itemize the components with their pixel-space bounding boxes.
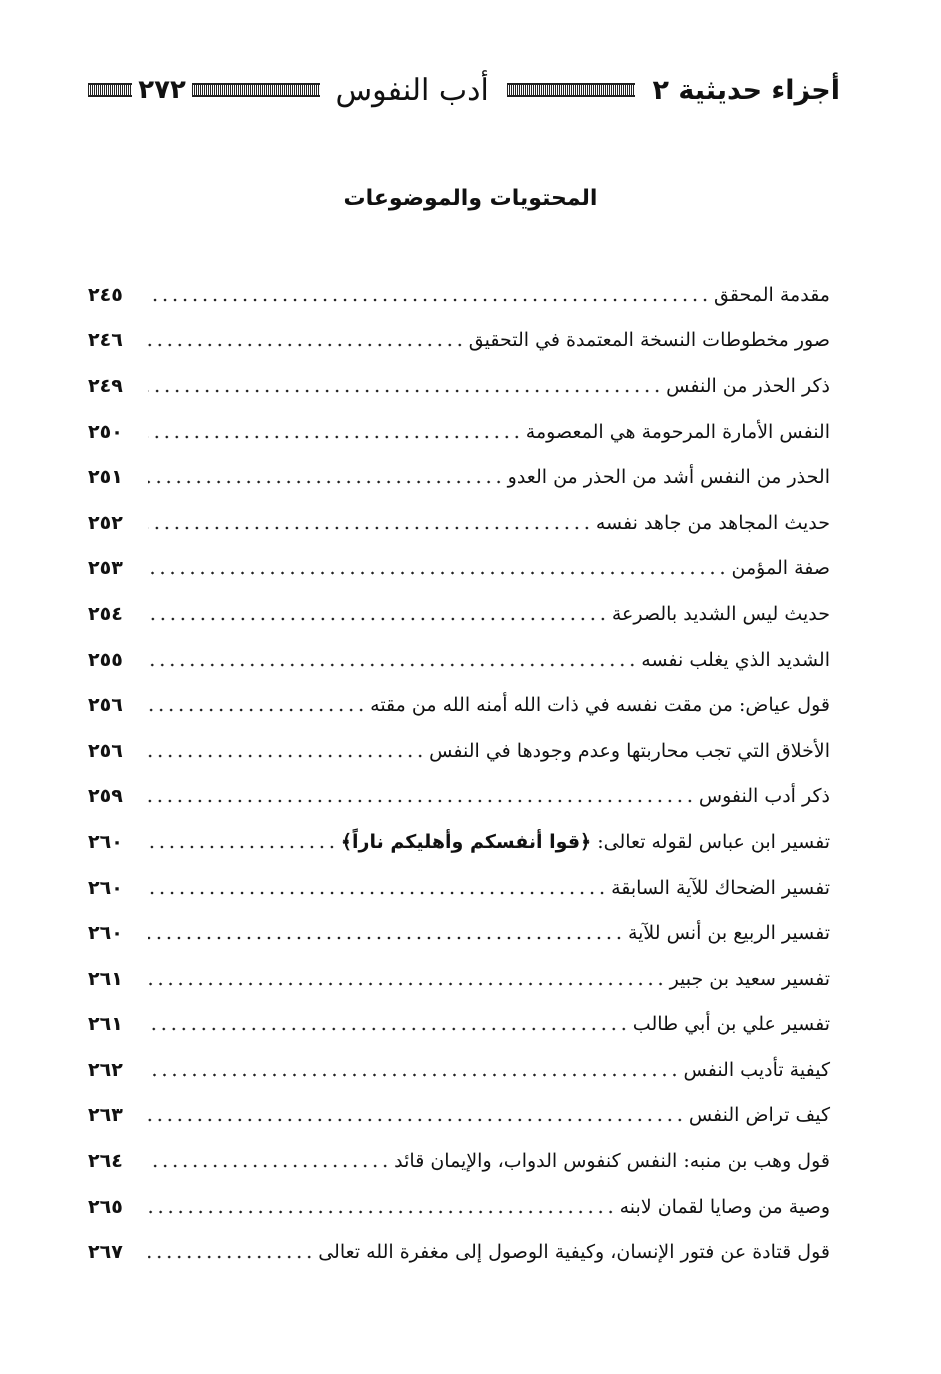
leader-dots xyxy=(148,389,662,393)
toc-entry xyxy=(88,363,830,409)
toc-entry-title: تفسير ابن عباس لقوله تعالى: ﴿قوا أنفسكم وأهليكم ناراً﴾ xyxy=(340,830,830,853)
leader-dots xyxy=(148,1027,629,1031)
leader-dots xyxy=(148,891,607,895)
toc-entry-title: صفة المؤمن xyxy=(731,557,830,580)
toc-entry-title: كيف تراض النفس xyxy=(688,1104,830,1127)
toc-entry xyxy=(88,1093,830,1139)
toc-entry xyxy=(88,500,830,546)
toc-entry xyxy=(88,910,830,956)
toc-entry-page: ٢٥٤ xyxy=(88,602,123,625)
leader-dots xyxy=(148,845,337,849)
toc-entry-title: كيفية تأديب النفس xyxy=(683,1058,830,1081)
leader-dots xyxy=(148,1210,616,1214)
table-of-contents xyxy=(88,272,830,1275)
leader-dots xyxy=(148,982,666,986)
leader-dots xyxy=(148,1118,685,1122)
toc-entry-title: قول قتادة عن فتور الإنسان، وكيفية الوصول إلى مغفرة الله تعالى xyxy=(318,1241,830,1264)
toc-entry xyxy=(88,728,830,774)
toc-entry-title: قول وهب بن منبه: النفس كنفوس الدواب، والإيمان قائد xyxy=(394,1150,830,1173)
leader-dots xyxy=(148,754,425,758)
toc-entry-page: ٢٥٦ xyxy=(88,739,123,762)
toc-entry xyxy=(88,865,830,911)
toc-entry-page: ٢٦٧ xyxy=(88,1241,123,1264)
toc-entry xyxy=(88,682,830,728)
toc-entry xyxy=(88,1138,830,1184)
leader-dots xyxy=(148,799,695,803)
toc-entry-title: مقدمة المحقق xyxy=(714,283,830,306)
leader-dots xyxy=(148,708,366,712)
toc-entry-page: ٢٦٠ xyxy=(88,830,123,853)
toc-entry-page: ٢٦١ xyxy=(88,1013,123,1036)
toc-entry-title: وصية من وصايا لقمان لابنه xyxy=(619,1195,830,1218)
leader-dots xyxy=(148,617,608,621)
leader-dots xyxy=(148,663,637,667)
toc-entry-page: ٢٦٥ xyxy=(88,1195,123,1218)
leader-dots xyxy=(148,571,728,575)
toc-entry xyxy=(88,272,830,318)
toc-entry-title: الأخلاق التي تجب محاربتها وعدم وجودها في النفس xyxy=(429,739,830,762)
toc-entry xyxy=(88,819,830,865)
toc-entry-page: ٢٤٦ xyxy=(88,329,123,352)
toc-entry xyxy=(88,1002,830,1048)
toc-entry xyxy=(88,1047,830,1093)
toc-entry-page: ٢٦٠ xyxy=(88,876,123,899)
header-rule xyxy=(192,83,320,97)
toc-title: المحتويات والموضوعات xyxy=(343,186,598,211)
toc-entry xyxy=(88,591,830,637)
toc-entry-title: ذكر أدب النفوس xyxy=(698,785,830,808)
leader-dots xyxy=(148,936,624,940)
toc-entry xyxy=(88,1229,830,1275)
toc-entry-title: النفس الأمارة المرحومة هي المعصومة xyxy=(525,420,830,443)
running-header xyxy=(88,68,840,112)
toc-entry xyxy=(88,774,830,820)
leader-dots xyxy=(148,526,592,530)
leader-dots xyxy=(148,1164,390,1168)
leader-dots xyxy=(148,343,465,347)
leader-dots xyxy=(148,1255,314,1259)
toc-entry-title: تفسير سعيد بن جبير xyxy=(669,967,830,990)
header-rule xyxy=(88,83,132,97)
leader-dots xyxy=(148,1073,679,1077)
toc-entry-page: ٢٥٣ xyxy=(88,557,123,580)
toc-entry-page: ٢٥٩ xyxy=(88,785,123,808)
toc-entry-title: تفسير الضحاك للآية السابقة xyxy=(611,876,830,899)
series-title: أجزاء حديثية ٢ xyxy=(652,74,840,106)
toc-entry-page: ٢٦٣ xyxy=(88,1104,123,1127)
toc-entry-page: ٢٥٥ xyxy=(88,648,123,671)
toc-entry-page: ٢٥١ xyxy=(88,466,123,489)
toc-entry-page: ٢٦٠ xyxy=(88,922,123,945)
toc-entry-page: ٢٤٩ xyxy=(88,374,123,397)
toc-entry-title: قول عياض: من مقت نفسه في ذات الله أمنه الله من مقته xyxy=(370,694,830,717)
toc-entry-page: ٢٤٥ xyxy=(88,283,123,306)
toc-entry-title: تفسير علي بن أبي طالب xyxy=(632,1013,830,1036)
toc-entry xyxy=(88,409,830,455)
quran-verse: ﴿قوا أنفسكم وأهليكم ناراً﴾ xyxy=(340,830,592,853)
toc-entry xyxy=(88,956,830,1002)
toc-entry-page: ٢٥٢ xyxy=(88,511,123,534)
toc-entry-title: صور مخطوطات النسخة المعتمدة في التحقيق xyxy=(468,329,830,352)
toc-entry-page: ٢٦٤ xyxy=(88,1150,123,1173)
toc-entry xyxy=(88,454,830,500)
toc-entry-title: حديث المجاهد من جاهد نفسه xyxy=(595,511,830,534)
toc-entry-title: ذكر الحذر من النفس xyxy=(666,374,830,397)
toc-entry-title: الحذر من النفس أشد من الحذر من العدو xyxy=(507,466,830,489)
book-title: أدب النفوس xyxy=(335,72,489,108)
leader-dots xyxy=(148,435,522,439)
leader-dots xyxy=(148,298,710,302)
toc-entry xyxy=(88,637,830,683)
toc-entry-title: الشديد الذي يغلب نفسه xyxy=(641,648,830,671)
toc-entry-page: ٢٥٠ xyxy=(88,420,123,443)
toc-entry-page: ٢٦٢ xyxy=(88,1058,123,1081)
toc-entry xyxy=(88,1184,830,1230)
toc-entry-title: تفسير الربيع بن أنس للآية xyxy=(627,922,830,945)
toc-entry xyxy=(88,318,830,364)
header-rule xyxy=(507,83,635,97)
leader-dots xyxy=(148,480,504,484)
toc-entry-page: ٢٥٦ xyxy=(88,694,123,717)
page-number: ٢٧٢ xyxy=(138,75,186,105)
toc-entry-page: ٢٦١ xyxy=(88,967,123,990)
toc-entry xyxy=(88,546,830,592)
toc-entry-title: حديث ليس الشديد بالصرعة xyxy=(611,602,830,625)
